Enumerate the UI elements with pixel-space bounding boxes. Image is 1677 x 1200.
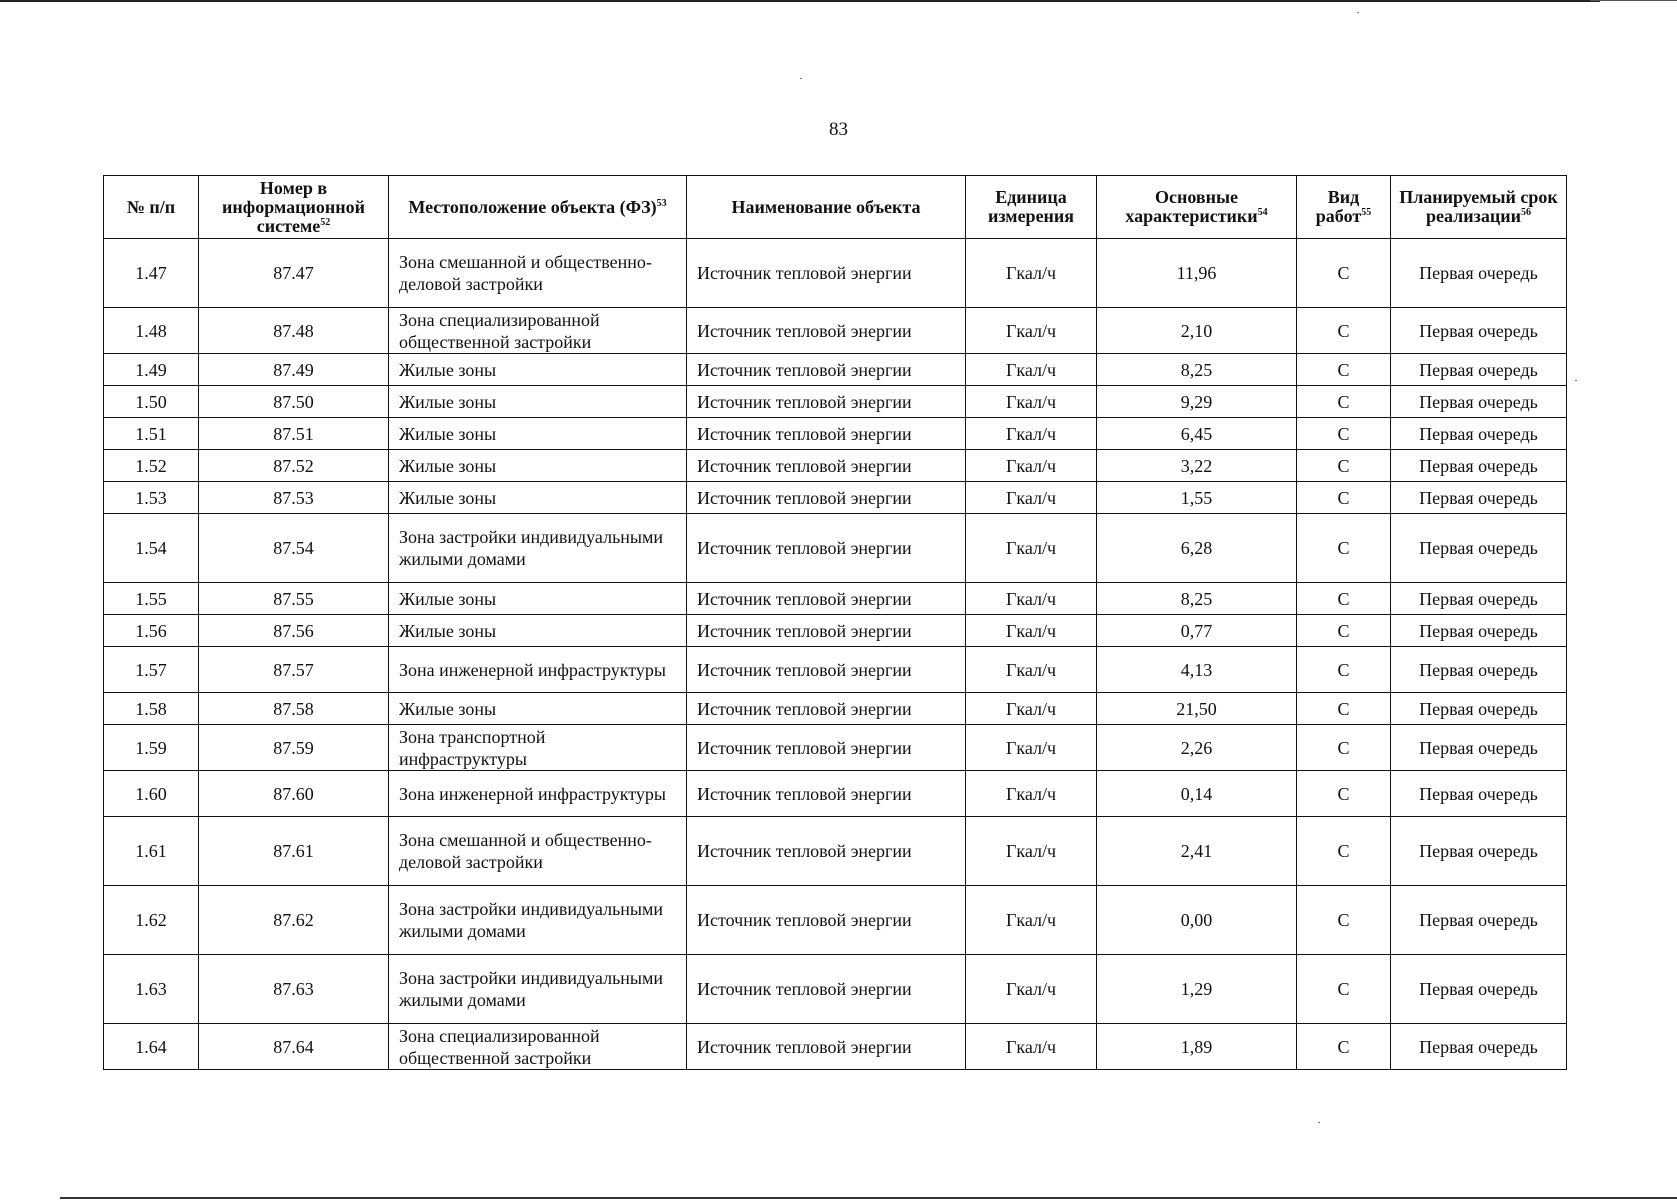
cell-characteristics: 1,29 (1097, 955, 1297, 1024)
scan-speck (1318, 1122, 1320, 1123)
cell-num: 1.57 (104, 647, 199, 693)
footnote-mark: 55 (1361, 207, 1372, 218)
cell-characteristics: 11,96 (1097, 239, 1297, 308)
cell-term: Первая очередь (1391, 386, 1567, 418)
cell-term: Первая очередь (1391, 955, 1567, 1024)
cell-location: Жилые зоны (389, 418, 687, 450)
page-number: 83 (829, 119, 848, 140)
cell-object-name: Источник тепловой энергии (687, 693, 966, 725)
header-num: № п/п (104, 176, 199, 239)
cell-num: 1.59 (104, 725, 199, 771)
footnote-mark: 54 (1257, 207, 1268, 218)
cell-work-type: С (1297, 886, 1391, 955)
cell-characteristics: 2,41 (1097, 817, 1297, 886)
cell-term: Первая очередь (1391, 886, 1567, 955)
cell-num: 1.54 (104, 514, 199, 583)
cell-object-name: Источник тепловой энергии (687, 239, 966, 308)
cell-work-type: С (1297, 418, 1391, 450)
cell-characteristics: 1,89 (1097, 1024, 1297, 1070)
cell-object-name: Источник тепловой энергии (687, 418, 966, 450)
cell-characteristics: 8,25 (1097, 354, 1297, 386)
table-row (104, 1024, 1567, 1070)
cell-term: Первая очередь (1391, 354, 1567, 386)
cell-system-number: 87.52 (199, 450, 389, 482)
cell-object-name: Источник тепловой энергии (687, 514, 966, 583)
cell-characteristics: 1,55 (1097, 482, 1297, 514)
cell-characteristics: 0,14 (1097, 771, 1297, 817)
cell-term: Первая очередь (1391, 514, 1567, 583)
cell-object-name: Источник тепловой энергии (687, 771, 966, 817)
cell-characteristics: 0,00 (1097, 886, 1297, 955)
header-term: Планируемый срок реализации$^{56}$ (1391, 176, 1567, 239)
cell-location: Зона специализированной общественной застройки (389, 308, 687, 354)
cell-system-number: 87.56 (199, 615, 389, 647)
cell-system-number: 87.48 (199, 308, 389, 354)
cell-unit: Гкал/ч (966, 955, 1097, 1024)
cell-location: Зона специализированной общественной застройки (389, 1024, 687, 1070)
cell-work-type: С (1297, 647, 1391, 693)
cell-location: Жилые зоны (389, 583, 687, 615)
table-row (104, 514, 1567, 583)
cell-num: 1.49 (104, 354, 199, 386)
cell-work-type: С (1297, 693, 1391, 725)
cell-term: Первая очередь (1391, 239, 1567, 308)
header-unit: Единица измерения (966, 176, 1097, 239)
cell-location: Жилые зоны (389, 386, 687, 418)
cell-num: 1.51 (104, 418, 199, 450)
cell-characteristics: 2,10 (1097, 308, 1297, 354)
cell-characteristics: 3,22 (1097, 450, 1297, 482)
cell-num: 1.56 (104, 615, 199, 647)
cell-characteristics: 4,13 (1097, 647, 1297, 693)
cell-unit: Гкал/ч (966, 693, 1097, 725)
cell-num: 1.63 (104, 955, 199, 1024)
cell-unit: Гкал/ч (966, 583, 1097, 615)
cell-object-name: Источник тепловой энергии (687, 450, 966, 482)
scan-edge-top (0, 0, 1600, 2)
cell-work-type: С (1297, 450, 1391, 482)
cell-unit: Гкал/ч (966, 771, 1097, 817)
table-row (104, 771, 1567, 817)
cell-unit: Гкал/ч (966, 450, 1097, 482)
cell-num: 1.62 (104, 886, 199, 955)
cell-object-name: Источник тепловой энергии (687, 386, 966, 418)
cell-characteristics: 6,45 (1097, 418, 1297, 450)
cell-term: Первая очередь (1391, 482, 1567, 514)
cell-unit: Гкал/ч (966, 817, 1097, 886)
cell-location: Зона смешанной и общественно-деловой застройки (389, 817, 687, 886)
cell-location: Жилые зоны (389, 615, 687, 647)
cell-unit: Гкал/ч (966, 725, 1097, 771)
cell-system-number: 87.64 (199, 1024, 389, 1070)
cell-system-number: 87.53 (199, 482, 389, 514)
cell-work-type: С (1297, 239, 1391, 308)
table-row (104, 308, 1567, 354)
cell-unit: Гкал/ч (966, 647, 1097, 693)
table-row (104, 583, 1567, 615)
table-row (104, 615, 1567, 647)
cell-system-number: 87.49 (199, 354, 389, 386)
cell-term: Первая очередь (1391, 418, 1567, 450)
cell-system-number: 87.47 (199, 239, 389, 308)
cell-characteristics: 2,26 (1097, 725, 1297, 771)
cell-unit: Гкал/ч (966, 886, 1097, 955)
cell-object-name: Источник тепловой энергии (687, 817, 966, 886)
cell-work-type: С (1297, 771, 1391, 817)
cell-work-type: С (1297, 514, 1391, 583)
cell-num: 1.50 (104, 386, 199, 418)
cell-work-type: С (1297, 354, 1391, 386)
cell-term: Первая очередь (1391, 725, 1567, 771)
cell-work-type: С (1297, 583, 1391, 615)
header-location: Местоположение объекта (ФЗ)$^{53}$ (389, 176, 687, 239)
cell-location: Зона транспортной инфраструктуры (389, 725, 687, 771)
cell-object-name: Источник тепловой энергии (687, 647, 966, 693)
cell-object-name: Источник тепловой энергии (687, 482, 966, 514)
cell-term: Первая очередь (1391, 693, 1567, 725)
cell-work-type: С (1297, 386, 1391, 418)
cell-num: 1.58 (104, 693, 199, 725)
cell-characteristics: 21,50 (1097, 693, 1297, 725)
cell-num: 1.60 (104, 771, 199, 817)
table-row (104, 482, 1567, 514)
cell-unit: Гкал/ч (966, 308, 1097, 354)
cell-num: 1.64 (104, 1024, 199, 1070)
table-row (104, 693, 1567, 725)
cell-location: Зона застройки индивидуальными жилыми домами (389, 886, 687, 955)
cell-location: Жилые зоны (389, 482, 687, 514)
cell-term: Первая очередь (1391, 450, 1567, 482)
cell-work-type: С (1297, 615, 1391, 647)
header-characteristics: Основные характеристики$^{54}$ (1097, 176, 1297, 239)
cell-characteristics: 9,29 (1097, 386, 1297, 418)
table-row (104, 386, 1567, 418)
cell-object-name: Источник тепловой энергии (687, 615, 966, 647)
cell-unit: Гкал/ч (966, 386, 1097, 418)
cell-num: 1.61 (104, 817, 199, 886)
cell-unit: Гкал/ч (966, 514, 1097, 583)
cell-unit: Гкал/ч (966, 418, 1097, 450)
objects-table (103, 175, 1567, 1070)
cell-object-name: Источник тепловой энергии (687, 886, 966, 955)
table-header-row (104, 176, 1567, 239)
cell-system-number: 87.51 (199, 418, 389, 450)
table-row (104, 239, 1567, 308)
header-name: Наименование объекта (687, 176, 966, 239)
cell-unit: Гкал/ч (966, 615, 1097, 647)
cell-term: Первая очередь (1391, 817, 1567, 886)
cell-num: 1.55 (104, 583, 199, 615)
header-system-number: Номер в информационной системе$^{52}$ (199, 176, 389, 239)
cell-system-number: 87.62 (199, 886, 389, 955)
cell-work-type: С (1297, 1024, 1391, 1070)
cell-system-number: 87.50 (199, 386, 389, 418)
scan-speck (800, 78, 802, 79)
cell-work-type: С (1297, 955, 1391, 1024)
cell-work-type: С (1297, 308, 1391, 354)
cell-system-number: 87.63 (199, 955, 389, 1024)
cell-object-name: Источник тепловой энергии (687, 955, 966, 1024)
cell-work-type: С (1297, 817, 1391, 886)
footnote-mark: 53 (656, 197, 667, 209)
cell-characteristics: 6,28 (1097, 514, 1297, 583)
cell-system-number: 87.54 (199, 514, 389, 583)
scan-edge-top-right (1590, 0, 1677, 1)
cell-term: Первая очередь (1391, 583, 1567, 615)
cell-location: Зона застройки индивидуальными жилыми домами (389, 514, 687, 583)
cell-location: Зона застройки индивидуальными жилыми домами (389, 955, 687, 1024)
cell-system-number: 87.57 (199, 647, 389, 693)
scan-speck (1575, 380, 1577, 381)
cell-num: 1.52 (104, 450, 199, 482)
cell-location: Жилые зоны (389, 354, 687, 386)
cell-object-name: Источник тепловой энергии (687, 725, 966, 771)
cell-location: Жилые зоны (389, 450, 687, 482)
cell-characteristics: 8,25 (1097, 583, 1297, 615)
cell-work-type: С (1297, 482, 1391, 514)
cell-system-number: 87.58 (199, 693, 389, 725)
cell-unit: Гкал/ч (966, 354, 1097, 386)
table-row (104, 955, 1567, 1024)
cell-location: Зона инженерной инфраструктуры (389, 771, 687, 817)
cell-unit: Гкал/ч (966, 239, 1097, 308)
cell-unit: Гкал/ч (966, 1024, 1097, 1070)
cell-work-type: С (1297, 725, 1391, 771)
cell-term: Первая очередь (1391, 308, 1567, 354)
table-row (104, 886, 1567, 955)
footnote-mark: 52 (320, 216, 331, 228)
cell-system-number: 87.61 (199, 817, 389, 886)
cell-term: Первая очередь (1391, 771, 1567, 817)
footnote-mark: 56 (1520, 207, 1531, 218)
cell-location: Жилые зоны (389, 693, 687, 725)
cell-characteristics: 0,77 (1097, 615, 1297, 647)
table-row (104, 418, 1567, 450)
header-work-type: Вид работ$^{55}$ (1297, 176, 1391, 239)
table-row (104, 725, 1567, 771)
cell-system-number: 87.59 (199, 725, 389, 771)
cell-system-number: 87.60 (199, 771, 389, 817)
table-row (104, 354, 1567, 386)
cell-unit: Гкал/ч (966, 482, 1097, 514)
cell-term: Первая очередь (1391, 615, 1567, 647)
cell-object-name: Источник тепловой энергии (687, 354, 966, 386)
cell-num: 1.48 (104, 308, 199, 354)
cell-system-number: 87.55 (199, 583, 389, 615)
cell-object-name: Источник тепловой энергии (687, 583, 966, 615)
cell-num: 1.53 (104, 482, 199, 514)
cell-location: Зона инженерной инфраструктуры (389, 647, 687, 693)
cell-num: 1.47 (104, 239, 199, 308)
scan-edge-bottom (60, 1197, 1677, 1199)
table-row (104, 450, 1567, 482)
cell-term: Первая очередь (1391, 647, 1567, 693)
cell-location: Зона смешанной и общественно-деловой застройки (389, 239, 687, 308)
scan-speck (1357, 12, 1359, 13)
cell-term: Первая очередь (1391, 1024, 1567, 1070)
cell-object-name: Источник тепловой энергии (687, 308, 966, 354)
table-row (104, 817, 1567, 886)
table-row (104, 647, 1567, 693)
cell-object-name: Источник тепловой энергии (687, 1024, 966, 1070)
table-body (104, 239, 1567, 1070)
